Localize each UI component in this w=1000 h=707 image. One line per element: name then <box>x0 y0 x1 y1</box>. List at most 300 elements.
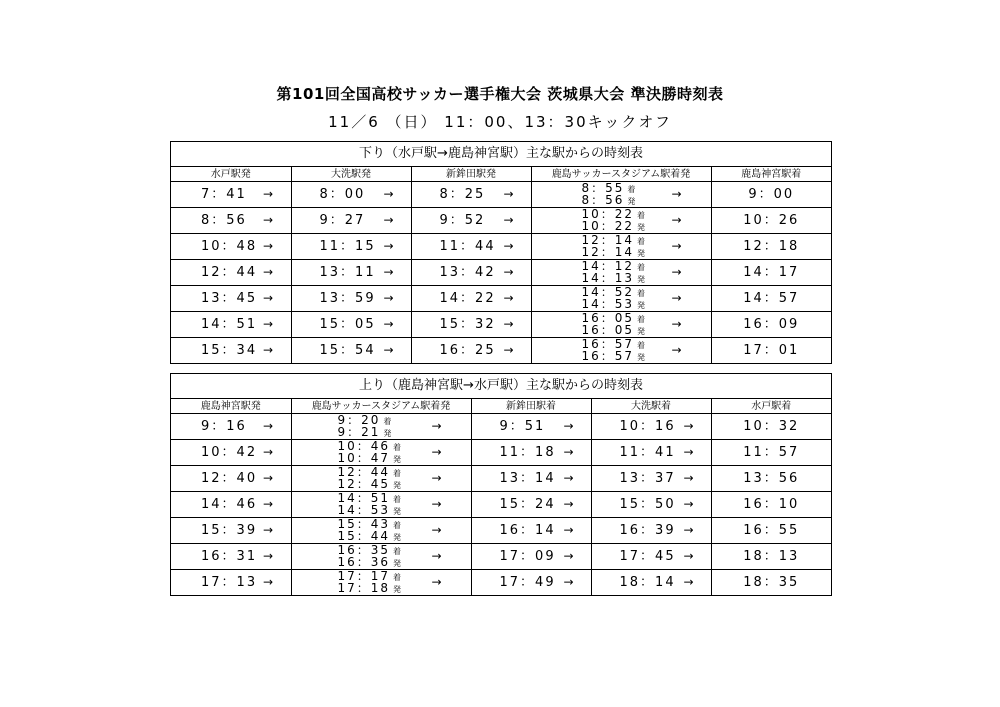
departure-line <box>582 220 646 232</box>
time-value: 17：49 <box>499 575 556 590</box>
time-cell-content <box>532 286 711 311</box>
arrival-mark: 着 <box>637 263 646 272</box>
time-value: 18：35 <box>743 575 800 590</box>
time-value: 9：51 <box>499 419 546 434</box>
time-cell-content <box>712 414 832 439</box>
time-cell <box>591 414 711 440</box>
time-cell <box>171 414 291 440</box>
arrow-icon: → <box>671 343 682 357</box>
stadium-arrival-departure <box>338 466 402 490</box>
table-row <box>171 518 831 544</box>
time-cell <box>711 544 831 570</box>
time-value: 15：32 <box>439 317 496 332</box>
arrow-icon: → <box>383 213 394 227</box>
departure-time: 14：13 <box>581 271 635 285</box>
arrival-time: 14：12 <box>581 259 635 273</box>
time-value: 7：41 <box>201 187 247 202</box>
column-header: 新鉾田駅発 <box>411 167 531 182</box>
time-cell <box>171 518 291 544</box>
time-cell-content <box>712 208 832 233</box>
stadium-time-cell <box>531 338 711 364</box>
arrow-icon: → <box>263 523 274 537</box>
arrow-icon: → <box>671 239 682 253</box>
time-cell <box>411 260 531 286</box>
time-cell <box>471 518 591 544</box>
time-cell <box>411 182 531 208</box>
departure-line <box>338 452 402 464</box>
departure-time: 10：22 <box>581 219 635 233</box>
arrow-icon: → <box>263 549 274 563</box>
time-value: 9：27 <box>319 213 366 228</box>
time-value: 13：45 <box>201 291 258 306</box>
departure-mark: 発 <box>393 559 402 568</box>
time-cell-content <box>712 260 832 285</box>
column-header: 大洗駅着 <box>591 399 711 414</box>
time-cell-content <box>532 260 711 285</box>
time-cell-content <box>712 492 832 517</box>
time-cell-content <box>532 312 711 337</box>
departure-time: 16：36 <box>337 555 391 569</box>
time-cell-content <box>292 518 471 543</box>
arrow-icon: → <box>683 419 694 433</box>
time-cell-content <box>712 440 832 465</box>
arrival-mark: 着 <box>627 185 636 194</box>
time-value: 18：14 <box>619 575 676 590</box>
arrival-time: 12：44 <box>337 465 391 479</box>
arrow-icon: → <box>683 445 694 459</box>
departure-time: 10：47 <box>337 451 391 465</box>
down-timetable-heading: 下り（水戸駅→鹿島神宮駅）主な駅からの時刻表 <box>171 142 831 167</box>
column-header: 鹿島サッカースタジアム駅着発 <box>291 399 471 414</box>
arrival-time: 8：55 <box>581 181 625 195</box>
arrow-icon: → <box>503 343 514 357</box>
arrow-icon: → <box>683 549 694 563</box>
departure-mark: 発 <box>393 481 402 490</box>
departure-line <box>338 478 402 490</box>
stadium-time-cell <box>531 182 711 208</box>
arrow-icon: → <box>431 549 442 563</box>
time-cell-content <box>712 182 832 207</box>
time-cell-content <box>292 234 411 259</box>
departure-time: 16：57 <box>581 349 635 363</box>
time-cell <box>471 544 591 570</box>
departure-time: 15：44 <box>337 529 391 543</box>
arrival-mark: 着 <box>637 341 646 350</box>
arrow-icon: → <box>263 265 274 279</box>
stadium-time-cell <box>291 466 471 492</box>
time-value: 16：55 <box>743 523 800 538</box>
time-cell <box>591 492 711 518</box>
column-header: 鹿島神宮駅発 <box>171 399 291 414</box>
time-cell-content <box>592 492 711 517</box>
arrow-icon: → <box>563 497 574 511</box>
stadium-time-cell <box>531 208 711 234</box>
arrow-icon: → <box>563 419 574 433</box>
departure-line <box>582 298 646 310</box>
time-value: 9：00 <box>748 187 795 202</box>
table-row <box>171 182 831 208</box>
arrow-icon: → <box>263 187 274 201</box>
time-cell <box>591 466 711 492</box>
time-cell-content <box>712 570 832 595</box>
arrival-time: 16：35 <box>337 543 391 557</box>
time-cell <box>711 466 831 492</box>
table-row <box>171 440 831 466</box>
arrow-icon: → <box>503 239 514 253</box>
time-cell <box>171 570 291 596</box>
time-cell-content <box>532 182 711 207</box>
time-cell-content <box>412 260 531 285</box>
time-value: 15：50 <box>619 497 676 512</box>
column-header: 水戸駅着 <box>711 399 831 414</box>
time-cell <box>711 312 831 338</box>
time-cell-content <box>712 466 832 491</box>
arrow-icon: → <box>263 213 274 227</box>
time-value: 14：46 <box>201 497 258 512</box>
table-row <box>171 234 831 260</box>
stadium-arrival-departure <box>582 182 636 206</box>
time-cell <box>171 234 291 260</box>
time-cell-content <box>171 338 291 363</box>
table-row <box>171 414 831 440</box>
time-cell <box>171 338 291 364</box>
table-row <box>171 492 831 518</box>
departure-mark: 発 <box>637 249 646 258</box>
table-row <box>171 260 831 286</box>
arrow-icon: → <box>563 471 574 485</box>
arrow-icon: → <box>263 291 274 305</box>
arrow-icon: → <box>383 317 394 331</box>
stadium-time-cell <box>291 544 471 570</box>
departure-time: 17：18 <box>337 581 391 595</box>
time-cell <box>411 286 531 312</box>
arrow-icon: → <box>263 343 274 357</box>
time-value: 16：39 <box>619 523 676 538</box>
arrival-time: 14：51 <box>337 491 391 505</box>
time-cell-content <box>592 414 711 439</box>
departure-mark: 発 <box>627 197 636 206</box>
time-value: 10：16 <box>619 419 676 434</box>
time-cell <box>411 338 531 364</box>
time-value: 10：48 <box>201 239 258 254</box>
departure-line <box>338 556 402 568</box>
time-cell <box>711 440 831 466</box>
time-value: 13：42 <box>439 265 496 280</box>
time-value: 13：11 <box>319 265 376 280</box>
departure-mark: 発 <box>393 585 402 594</box>
time-cell <box>711 570 831 596</box>
time-value: 16：09 <box>743 317 800 332</box>
time-value: 13：14 <box>499 471 556 486</box>
time-value: 11：44 <box>439 239 496 254</box>
time-cell-content <box>171 544 291 569</box>
time-cell-content <box>171 440 291 465</box>
time-value: 8：25 <box>439 187 486 202</box>
time-cell <box>711 260 831 286</box>
time-cell-content <box>712 544 832 569</box>
arrow-icon: → <box>431 419 442 433</box>
arrow-icon: → <box>263 575 274 589</box>
time-value: 15：39 <box>201 523 258 538</box>
departure-line <box>338 426 392 438</box>
time-value: 12：44 <box>201 265 258 280</box>
arrival-time: 12：14 <box>581 233 635 247</box>
departure-mark: 発 <box>637 223 646 232</box>
time-cell-content <box>292 260 411 285</box>
stadium-time-cell <box>291 518 471 544</box>
arrival-mark: 着 <box>393 573 402 582</box>
time-value: 15：24 <box>499 497 556 512</box>
time-cell <box>711 234 831 260</box>
time-cell-content <box>292 466 471 491</box>
departure-line <box>582 246 646 258</box>
time-cell <box>471 414 591 440</box>
arrival-mark: 着 <box>637 315 646 324</box>
time-value: 9：52 <box>439 213 486 228</box>
time-value: 11：41 <box>619 445 676 460</box>
departure-mark: 発 <box>393 455 402 464</box>
time-cell <box>411 208 531 234</box>
arrival-time: 10：46 <box>337 439 391 453</box>
time-cell-content <box>292 182 411 207</box>
time-cell <box>711 338 831 364</box>
time-cell-content <box>532 234 711 259</box>
time-cell-content <box>712 234 832 259</box>
arrival-time: 10：22 <box>581 207 635 221</box>
time-cell-content <box>171 466 291 491</box>
column-header: 大洗駅発 <box>291 167 411 182</box>
time-cell <box>591 440 711 466</box>
kickoff-subtitle: 11／6 （日） 11：00、13：30キックオフ <box>328 113 672 131</box>
arrow-icon: → <box>503 187 514 201</box>
up-timetable-heading: 上り（鹿島神宮駅→水戸駅）主な駅からの時刻表 <box>171 374 831 399</box>
time-value: 10：26 <box>743 213 800 228</box>
time-value: 17：09 <box>499 549 556 564</box>
time-cell-content <box>592 466 711 491</box>
arrow-icon: → <box>671 317 682 331</box>
time-cell-content <box>412 338 531 363</box>
arrival-mark: 着 <box>637 289 646 298</box>
time-value: 17：01 <box>743 343 800 358</box>
departure-line <box>338 504 402 516</box>
arrow-icon: → <box>383 265 394 279</box>
table-row <box>171 312 831 338</box>
stadium-time-cell <box>291 492 471 518</box>
up-timetable <box>170 373 832 596</box>
stadium-arrival-departure <box>582 286 646 310</box>
page-title: 第101回全国高校サッカー選手権大会 茨城県大会 準決勝時刻表 <box>276 85 724 103</box>
time-cell-content <box>171 234 291 259</box>
stadium-arrival-departure <box>582 208 646 232</box>
stadium-time-cell <box>291 414 471 440</box>
departure-time: 16：05 <box>581 323 635 337</box>
time-cell-content <box>712 312 832 337</box>
stadium-arrival-departure <box>338 492 402 516</box>
arrow-icon: → <box>431 575 442 589</box>
table-row <box>171 208 831 234</box>
time-cell-content <box>472 570 591 595</box>
arrival-mark: 着 <box>393 521 402 530</box>
time-cell <box>171 182 291 208</box>
time-cell-content <box>171 286 291 311</box>
time-cell-content <box>292 312 411 337</box>
time-cell <box>711 414 831 440</box>
table-row <box>171 286 831 312</box>
table-row <box>171 466 831 492</box>
time-cell <box>471 440 591 466</box>
time-cell <box>471 570 591 596</box>
time-cell-content <box>712 338 832 363</box>
up-timetable-grid <box>171 399 831 595</box>
arrival-mark: 着 <box>383 417 392 426</box>
arrow-icon: → <box>671 187 682 201</box>
time-value: 13：59 <box>319 291 376 306</box>
time-cell <box>171 208 291 234</box>
arrival-mark: 着 <box>393 443 402 452</box>
time-value: 12：40 <box>201 471 258 486</box>
arrow-icon: → <box>383 291 394 305</box>
time-cell <box>411 312 531 338</box>
departure-mark: 発 <box>637 275 646 284</box>
time-value: 11：57 <box>743 445 800 460</box>
time-cell-content <box>171 208 291 233</box>
time-cell <box>171 466 291 492</box>
time-cell-content <box>171 414 291 439</box>
stadium-arrival-departure <box>582 312 646 336</box>
arrival-time: 16：57 <box>581 337 635 351</box>
time-cell-content <box>292 286 411 311</box>
time-cell-content <box>472 466 591 491</box>
time-value: 14：17 <box>743 265 800 280</box>
column-header: 新鉾田駅着 <box>471 399 591 414</box>
arrow-icon: → <box>431 497 442 511</box>
arrow-icon: → <box>431 523 442 537</box>
time-cell <box>711 286 831 312</box>
arrival-mark: 着 <box>393 469 402 478</box>
departure-time: 14：53 <box>581 297 635 311</box>
time-value: 13：37 <box>619 471 676 486</box>
time-cell-content <box>171 570 291 595</box>
arrow-icon: → <box>503 265 514 279</box>
table-row <box>171 570 831 596</box>
time-value: 8：00 <box>319 187 366 202</box>
time-cell-content <box>292 414 471 439</box>
stadium-time-cell <box>291 440 471 466</box>
time-cell-content <box>472 440 591 465</box>
time-cell-content <box>412 234 531 259</box>
stadium-time-cell <box>531 234 711 260</box>
departure-line <box>338 530 402 542</box>
stadium-time-cell <box>531 286 711 312</box>
stadium-time-cell <box>531 312 711 338</box>
arrow-icon: → <box>503 291 514 305</box>
arrow-icon: → <box>263 239 274 253</box>
departure-time: 9：21 <box>337 425 381 439</box>
arrival-time: 16：05 <box>581 311 635 325</box>
arrow-icon: → <box>383 239 394 253</box>
departure-time: 14：53 <box>337 503 391 517</box>
arrival-time: 15：43 <box>337 517 391 531</box>
time-cell-content <box>472 544 591 569</box>
time-value: 15：05 <box>319 317 376 332</box>
time-cell <box>471 492 591 518</box>
time-cell-content <box>472 518 591 543</box>
departure-line <box>582 194 636 206</box>
departure-line <box>582 324 646 336</box>
time-cell <box>711 208 831 234</box>
time-cell-content <box>532 208 711 233</box>
departure-mark: 発 <box>637 327 646 336</box>
time-cell <box>291 260 411 286</box>
time-value: 11：15 <box>319 239 376 254</box>
arrow-icon: → <box>263 497 274 511</box>
column-header: 鹿島神宮駅着 <box>711 167 831 182</box>
table-row <box>171 544 831 570</box>
time-cell <box>291 286 411 312</box>
column-header: 水戸駅発 <box>171 167 291 182</box>
time-value: 16：31 <box>201 549 258 564</box>
arrival-time: 9：20 <box>337 413 381 427</box>
time-cell-content <box>712 518 832 543</box>
time-cell <box>171 492 291 518</box>
time-value: 14：57 <box>743 291 800 306</box>
time-cell-content <box>412 286 531 311</box>
arrow-icon: → <box>503 317 514 331</box>
time-cell-content <box>592 544 711 569</box>
time-cell <box>171 260 291 286</box>
departure-mark: 発 <box>393 507 402 516</box>
stadium-time-cell <box>531 260 711 286</box>
time-cell <box>171 286 291 312</box>
time-cell-content <box>472 492 591 517</box>
time-cell <box>171 312 291 338</box>
arrow-icon: → <box>263 445 274 459</box>
time-cell <box>711 518 831 544</box>
departure-line <box>582 272 646 284</box>
arrow-icon: → <box>671 265 682 279</box>
time-cell-content <box>292 208 411 233</box>
time-value: 13：56 <box>743 471 800 486</box>
time-value: 9：16 <box>201 419 247 434</box>
time-cell-content <box>592 570 711 595</box>
time-cell-content <box>292 440 471 465</box>
time-cell <box>291 338 411 364</box>
down-timetable <box>170 141 832 364</box>
arrow-icon: → <box>671 213 682 227</box>
arrow-icon: → <box>263 317 274 331</box>
stadium-time-cell <box>291 570 471 596</box>
stadium-arrival-departure <box>582 234 646 258</box>
time-cell <box>591 570 711 596</box>
time-value: 10：32 <box>743 419 800 434</box>
departure-line <box>582 350 646 362</box>
departure-time: 12：14 <box>581 245 635 259</box>
arrow-icon: → <box>383 187 394 201</box>
time-cell-content <box>412 312 531 337</box>
arrow-icon: → <box>683 523 694 537</box>
table-row <box>171 338 831 364</box>
time-cell-content <box>592 518 711 543</box>
down-timetable-grid <box>171 167 831 363</box>
arrow-icon: → <box>263 419 274 433</box>
time-value: 16：25 <box>439 343 496 358</box>
stadium-arrival-departure <box>338 518 402 542</box>
time-value: 16：10 <box>743 497 800 512</box>
arrow-icon: → <box>563 523 574 537</box>
time-cell-content <box>412 182 531 207</box>
time-value: 16：14 <box>499 523 556 538</box>
time-cell <box>291 182 411 208</box>
